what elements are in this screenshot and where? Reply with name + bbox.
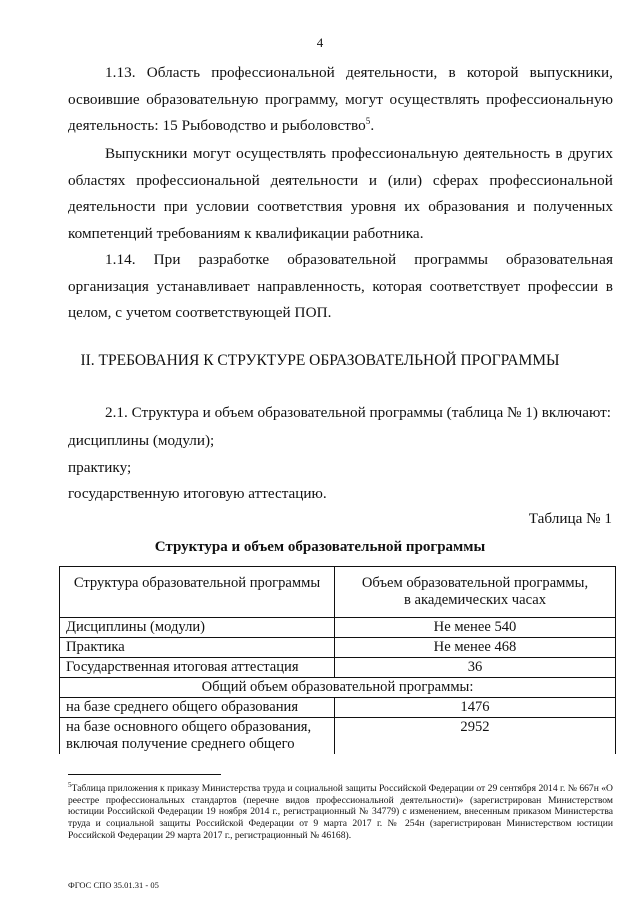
paragraph-1-13 <box>68 60 613 140</box>
table-cell-value: 36 <box>335 658 616 678</box>
table-row <box>60 618 616 638</box>
table-header-row <box>60 567 616 618</box>
table-cell-value: Не менее 540 <box>335 618 616 638</box>
paragraph-graduates: Выпускники могут осуществлять профессиональную деятельность в других областях профессиональной деятельности и (или) сферах профессиональной деятельности при условии соответствия уровня их образования и полученных компетенций требованиям к квалификации работника. <box>68 145 613 242</box>
table-cell-label-line2: включая получение среднего общего <box>66 736 295 752</box>
page-number: 4 <box>316 35 324 50</box>
table-number-label: Таблица № 1 <box>528 510 612 527</box>
table-cell-value: 2952 <box>335 718 616 755</box>
table-total-label: Общий объем образовательной программы: <box>60 678 616 698</box>
paragraph-2-1-intro: 2.1. Структура и объем образовательной программы (таблица № 1) включают: <box>105 404 611 421</box>
table-cell-value: Не менее 468 <box>335 638 616 658</box>
structure-table <box>59 566 616 754</box>
footnote-divider <box>68 774 221 775</box>
table-row <box>60 698 616 718</box>
table-title: Структура и объем образовательной программы <box>154 539 486 555</box>
table-total-header-row <box>60 678 616 698</box>
table-header-volume-line1: Объем образовательной программы, <box>361 575 589 591</box>
table-cell-label: Практика <box>60 638 335 658</box>
table-header-volume <box>335 567 616 618</box>
footnote-reference: 5 <box>365 115 371 126</box>
paragraph-1-13-end: . <box>370 117 375 134</box>
list-item: практику; <box>68 459 132 476</box>
paragraph-1-13-text: 1.13. Область профессиональной деятельности, в которой выпускники, освоившие образовательную программу, могут осуществлять профессиональную деятельность: 15 Рыбоводство и рыболовство <box>68 64 613 134</box>
section-heading: II. ТРЕБОВАНИЯ К СТРУКТУРЕ ОБРАЗОВАТЕЛЬНОЙ ПРОГРАММЫ <box>80 352 560 369</box>
footnote-text: Таблица приложения к приказу Министерства труда и социальной защиты Российской Федерации от 29 сентября 2014 г. № 667н «О реестре профессиональных стандартов (перечне видов профессиональной деятельности)» (зарегистрирован Министерством юстиции Российской Федерации 19 ноября 2014 г., регистрационный № 34779) с изменением, внесенным приказом Министерства труда и социальной защиты Российской Федерации от 9 марта 2017 г. № 254н (зарегистрирован Министерством юстиции Российской Федерации 29 марта 2017 г., регистрационный № 46168). <box>68 783 613 841</box>
table-cell-label: Дисциплины (модули) <box>60 618 335 638</box>
table-row <box>60 718 616 755</box>
footer-code: ФГОС СПО 35.01.31 - 05 <box>68 880 159 890</box>
table-cell-label: Государственная итоговая аттестация <box>60 658 335 678</box>
table-row <box>60 658 616 678</box>
table-header-volume-line2: в академических часах <box>403 592 547 608</box>
footnote <box>68 780 613 841</box>
table-cell-label <box>60 718 335 755</box>
table-cell-label: на базе среднего общего образования <box>60 698 335 718</box>
list-item: дисциплины (модули); <box>68 432 215 449</box>
list-item: государственную итоговую аттестацию. <box>68 485 327 502</box>
table-row <box>60 638 616 658</box>
table-header-structure: Структура образовательной программы <box>60 567 335 618</box>
paragraph-1-14: 1.14. При разработке образовательной программы образовательная организация устанавливает направленность, которая соответствует профессии в целом, с учетом соответствующей ПОП. <box>68 251 613 321</box>
table-cell-label-line1: на базе основного общего образования, <box>66 719 312 735</box>
table-cell-value: 1476 <box>335 698 616 718</box>
footnote-mark: 5 <box>68 781 72 789</box>
